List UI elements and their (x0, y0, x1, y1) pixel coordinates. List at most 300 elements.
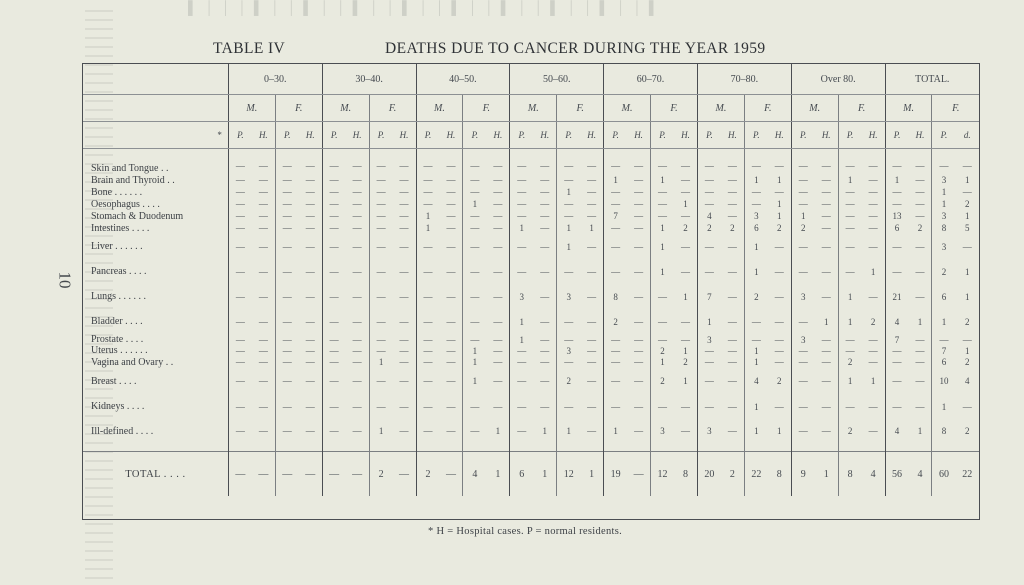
table-cell: — (727, 334, 737, 345)
table-cell: — (510, 174, 533, 186)
table-cell: 1 (964, 211, 970, 221)
table-cell: 2 (744, 284, 767, 309)
table-cell: 1 (463, 356, 486, 368)
table-cell: 3 (651, 419, 674, 443)
table-cell: — (540, 357, 550, 367)
table-cell: — (275, 186, 298, 198)
table-cell: — (744, 309, 767, 334)
table-cell: 1 (495, 426, 501, 436)
table-cell: 1 (683, 291, 688, 302)
table-cell: — (604, 259, 627, 284)
table-cell: — (399, 160, 409, 171)
table-cell: — (557, 309, 580, 334)
table-cell: — (727, 266, 737, 277)
table-cell: — (322, 174, 345, 186)
table-cell: — (680, 175, 690, 185)
spacer (651, 443, 674, 452)
table-cell: 1 (964, 345, 970, 356)
table-cell: — (680, 401, 690, 412)
spacer (697, 149, 720, 158)
sex-header: F. (744, 95, 791, 122)
table-cell: — (258, 345, 268, 356)
table-cell: — (697, 394, 720, 419)
table-row (83, 210, 979, 222)
sex-header: M. (697, 95, 744, 122)
table-cell: — (275, 234, 298, 259)
table-cell: — (305, 266, 315, 277)
table-cell: — (868, 187, 878, 197)
table-cell: — (540, 211, 550, 221)
table-cell: — (634, 291, 644, 302)
table-cell: — (821, 345, 831, 356)
table-cell: — (821, 266, 831, 277)
table-cell: — (463, 210, 486, 222)
table-cell: — (510, 210, 533, 222)
spacer (83, 149, 228, 158)
spacer (369, 149, 392, 158)
table-cell: — (258, 316, 268, 327)
table-cell: 1 (510, 309, 533, 334)
total-cell: 1 (533, 452, 556, 497)
table-cell: — (275, 198, 298, 210)
spacer (697, 443, 720, 452)
table-cell: 1 (777, 199, 782, 209)
table-cell: — (587, 345, 597, 356)
spacer (815, 443, 838, 452)
table-cell: 1 (838, 284, 861, 309)
table-cell: — (352, 187, 362, 197)
spacer (299, 149, 322, 158)
table-cell: — (228, 419, 251, 443)
table-cell: — (416, 419, 439, 443)
table-cell: — (932, 157, 955, 174)
table-cell: 2 (557, 368, 580, 394)
table-cell: — (651, 284, 674, 309)
table-cell: — (275, 174, 298, 186)
spacer (815, 149, 838, 158)
table-cell: — (634, 401, 644, 412)
sex-header: M. (322, 95, 369, 122)
table-row (83, 368, 979, 394)
table-cell: — (915, 199, 925, 209)
table-cell: 1 (557, 234, 580, 259)
table-cell: — (587, 357, 597, 367)
table-cell: — (868, 199, 878, 209)
total-cell: 20 (697, 452, 720, 497)
table-cell: — (275, 284, 298, 309)
table-cell: — (258, 376, 268, 386)
case-type-header: P. (369, 122, 392, 149)
table-cell: — (369, 174, 392, 186)
table-cell: — (352, 223, 362, 233)
table-cell: — (510, 345, 533, 356)
table-cell: — (493, 316, 503, 327)
table-cell: 2 (651, 345, 674, 356)
table-cell: 1 (744, 419, 767, 443)
table-cell: — (416, 394, 439, 419)
table-cell: — (587, 426, 597, 436)
table-cell: — (634, 241, 644, 252)
table-cell: — (932, 334, 955, 345)
total-cell: — (252, 452, 275, 497)
table-cell: — (305, 426, 315, 436)
table-cell: — (493, 223, 503, 233)
table-cell: — (258, 199, 268, 209)
table-cell: — (651, 186, 674, 198)
case-type-header: P. (697, 122, 720, 149)
case-type-header: H. (439, 122, 462, 149)
table-cell: — (258, 211, 268, 221)
case-type-header: P. (604, 122, 627, 149)
table-cell: — (416, 234, 439, 259)
table-cell: — (774, 316, 784, 327)
table-cell: 5 (964, 223, 970, 233)
table-cell: — (821, 376, 831, 386)
age-group-header: 0–30. (228, 64, 322, 95)
table-cell: 7 (604, 210, 627, 222)
table-cell: — (258, 426, 268, 436)
table-cell: — (322, 394, 345, 419)
total-cell: 1 (486, 452, 509, 497)
total-cell: 4 (463, 452, 486, 497)
table-cell: — (540, 223, 550, 233)
table-cell: — (463, 157, 486, 174)
age-group-header: Over 80. (791, 64, 885, 95)
table-cell: — (305, 241, 315, 252)
table-cell: — (868, 426, 878, 436)
table-cell: — (791, 419, 814, 443)
table-number: TABLE IV (213, 40, 286, 57)
spacer (346, 443, 369, 452)
table-cell: — (697, 356, 720, 368)
table-cell: — (821, 187, 831, 197)
table-cell: — (446, 291, 456, 302)
table-cell: — (915, 291, 925, 302)
table-cell: 7 (885, 334, 908, 345)
spacer (721, 149, 744, 158)
table-cell: 1 (744, 234, 767, 259)
table-cell: — (697, 234, 720, 259)
table-cell: — (493, 345, 503, 356)
spacer (439, 443, 462, 452)
table-cell: — (305, 357, 315, 367)
table-cell: 1 (697, 309, 720, 334)
case-type-header: P. (463, 122, 486, 149)
table-cell: 1 (604, 174, 627, 186)
table-heading: DEATHS DUE TO CANCER DURING THE YEAR 1959 (385, 40, 766, 57)
table-cell: — (727, 357, 737, 367)
sex-header: F. (651, 95, 698, 122)
row-label: Bone . . . . . . (91, 186, 143, 198)
table-cell: — (774, 334, 784, 345)
spacer (744, 149, 767, 158)
table-cell: — (915, 160, 925, 171)
table-cell: 3 (932, 174, 955, 186)
table-cell: — (885, 345, 908, 356)
table-row (83, 356, 979, 368)
table-cell: — (228, 345, 251, 356)
table-cell: 1 (557, 419, 580, 443)
table-cell: 1 (510, 222, 533, 234)
table-cell: — (399, 426, 409, 436)
table-cell: — (868, 160, 878, 171)
spacer (862, 149, 885, 158)
page-number: 10 (55, 271, 75, 289)
table-cell: — (416, 198, 439, 210)
table-cell: 4 (744, 368, 767, 394)
table-cell: — (885, 234, 908, 259)
table-cell: — (399, 211, 409, 221)
table-cell: — (322, 284, 345, 309)
table-cell: 2 (777, 376, 782, 386)
case-type-header: P. (557, 122, 580, 149)
table-cell: — (463, 309, 486, 334)
table-cell: — (651, 309, 674, 334)
table-cell: — (275, 259, 298, 284)
table-cell: — (868, 175, 878, 185)
table-cell: 1 (510, 334, 533, 345)
table-cell: — (258, 401, 268, 412)
table-cell: — (352, 345, 362, 356)
table-cell: 6 (932, 284, 955, 309)
table-cell: 1 (932, 186, 955, 198)
table-cell: — (510, 368, 533, 394)
table-cell: — (885, 259, 908, 284)
spacer (416, 443, 439, 452)
table-cell: — (510, 186, 533, 198)
table-cell: — (962, 334, 972, 345)
row-label: Lungs . . . . . . (91, 291, 146, 302)
table-cell: — (962, 241, 972, 252)
table-cell: — (868, 291, 878, 302)
total-cell: 1 (815, 452, 838, 497)
table-cell: — (915, 175, 925, 185)
table-cell: — (634, 199, 644, 209)
table-cell: 3 (557, 284, 580, 309)
table-cell: — (540, 401, 550, 412)
table-cell: — (587, 241, 597, 252)
table-cell: — (791, 368, 814, 394)
table-cell: — (275, 210, 298, 222)
table-cell: — (446, 241, 456, 252)
row-label: Skin and Tongue . . (91, 163, 169, 174)
table-cell: — (446, 199, 456, 209)
table-cell: 8 (604, 284, 627, 309)
case-type-header: P. (275, 122, 298, 149)
table-cell: — (493, 334, 503, 345)
case-type-header: H. (909, 122, 932, 149)
table-cell: — (322, 334, 345, 345)
table-cell: — (868, 334, 878, 345)
table-cell: — (446, 175, 456, 185)
table-cell: — (838, 198, 861, 210)
table-cell: — (587, 199, 597, 209)
table-cell: — (416, 309, 439, 334)
total-cell: 2 (416, 452, 439, 497)
data-table (83, 64, 979, 496)
table-cell: 1 (744, 356, 767, 368)
table-cell: — (791, 174, 814, 186)
table-cell: — (680, 334, 690, 345)
table-cell: — (493, 266, 503, 277)
table-cell: 2 (870, 316, 876, 327)
table-cell: 2 (838, 356, 861, 368)
table-cell: — (228, 174, 251, 186)
spacer (463, 149, 486, 158)
table-cell: — (228, 284, 251, 309)
table-cell: — (680, 426, 690, 436)
case-type-header: H. (862, 122, 885, 149)
table-cell: — (540, 175, 550, 185)
table-cell: — (228, 234, 251, 259)
footnote-marker: * (83, 122, 228, 149)
total-cell: 8 (768, 452, 791, 497)
table-cell: — (446, 187, 456, 197)
table-cell: — (399, 334, 409, 345)
table-cell: 3 (791, 284, 814, 309)
table-cell: — (540, 266, 550, 277)
table-cell: — (557, 259, 580, 284)
sex-header: F. (838, 95, 885, 122)
row-label: Stomach & Duodenum (91, 210, 184, 222)
table-cell: 2 (964, 199, 970, 209)
sex-header: F. (275, 95, 322, 122)
table-row (83, 309, 979, 334)
table-cell: — (838, 259, 861, 284)
spacer (885, 149, 908, 158)
table-cell: — (510, 356, 533, 368)
table-cell: — (651, 157, 674, 174)
table-cell: — (540, 376, 550, 386)
table-cell: — (915, 241, 925, 252)
table-cell: 3 (932, 210, 955, 222)
table-cell: — (416, 368, 439, 394)
table-cell: — (275, 334, 298, 345)
sex-header: M. (791, 95, 838, 122)
table-cell: — (697, 174, 720, 186)
spacer (932, 443, 955, 452)
table-cell: — (868, 211, 878, 221)
case-type-header: P. (791, 122, 814, 149)
case-type-header: H. (580, 122, 603, 149)
cancer-deaths-table (82, 63, 980, 520)
table-cell: — (322, 157, 345, 174)
table-cell: 4 (964, 376, 970, 386)
table-cell: 2 (604, 309, 627, 334)
table-cell: — (352, 175, 362, 185)
spacer (744, 443, 767, 452)
table-row (83, 222, 979, 234)
table-cell: 2 (932, 259, 955, 284)
total-cell: 12 (557, 452, 580, 497)
table-cell: 3 (510, 284, 533, 309)
table-cell: 1 (651, 234, 674, 259)
table-cell: — (446, 334, 456, 345)
table-cell: — (634, 266, 644, 277)
table-cell: — (557, 157, 580, 174)
table-cell: — (727, 345, 737, 356)
table-cell: — (352, 291, 362, 302)
case-type-header: P. (885, 122, 908, 149)
table-cell: — (697, 157, 720, 174)
table-cell: — (791, 234, 814, 259)
spacer (885, 443, 908, 452)
table-cell: — (744, 186, 767, 198)
table-cell: — (651, 198, 674, 210)
table-cell: — (275, 157, 298, 174)
table-cell: — (446, 376, 456, 386)
table-cell: — (634, 223, 644, 233)
table-cell: — (399, 401, 409, 412)
table-cell: — (228, 356, 251, 368)
table-cell: — (697, 259, 720, 284)
header-corner (83, 95, 228, 122)
table-cell: — (680, 187, 690, 197)
table-cell: — (744, 198, 767, 210)
table-cell: 3 (697, 419, 720, 443)
table-cell: — (305, 199, 315, 209)
case-type-header: H. (768, 122, 791, 149)
table-cell: — (493, 187, 503, 197)
table-cell: — (821, 401, 831, 412)
table-cell: — (962, 160, 972, 171)
table-cell: — (791, 309, 814, 334)
table-cell: 1 (542, 426, 547, 436)
table-cell: — (727, 316, 737, 327)
spacer (791, 443, 814, 452)
table-cell: — (774, 345, 784, 356)
table-cell: — (915, 211, 925, 221)
table-cell: — (587, 266, 597, 277)
table-cell: — (680, 266, 690, 277)
table-cell: — (446, 223, 456, 233)
table-cell: — (868, 223, 878, 233)
table-cell: 1 (369, 419, 392, 443)
table-cell: 1 (870, 376, 876, 386)
table-cell: — (228, 309, 251, 334)
row-label: Breast . . . . (91, 375, 137, 387)
table-cell: 4 (885, 309, 908, 334)
spacer (838, 149, 861, 158)
total-cell: — (322, 452, 345, 497)
row-label: Prostate . . . . (91, 334, 144, 345)
spacer (322, 149, 345, 158)
sex-header: M. (228, 95, 275, 122)
sex-header: M. (604, 95, 651, 122)
case-type-header: H. (721, 122, 744, 149)
table-cell: — (557, 174, 580, 186)
table-cell: 1 (463, 368, 486, 394)
table-cell: — (322, 259, 345, 284)
table-cell: — (258, 357, 268, 367)
spacer (627, 149, 650, 158)
spacer (510, 149, 533, 158)
table-cell: — (680, 211, 690, 221)
table-cell: — (838, 157, 861, 174)
row-label: Uterus . . . . . . (91, 345, 148, 356)
table-cell: — (868, 357, 878, 367)
case-type-header: P. (932, 122, 955, 149)
table-cell: — (369, 345, 392, 356)
spacer (393, 443, 416, 452)
table-cell: 1 (870, 266, 876, 277)
table-cell: — (838, 222, 861, 234)
row-label: Liver . . . . . . (91, 241, 143, 252)
spacer (909, 443, 932, 452)
table-cell: — (275, 419, 298, 443)
spacer (604, 149, 627, 158)
age-group-header: TOTAL. (885, 64, 979, 95)
